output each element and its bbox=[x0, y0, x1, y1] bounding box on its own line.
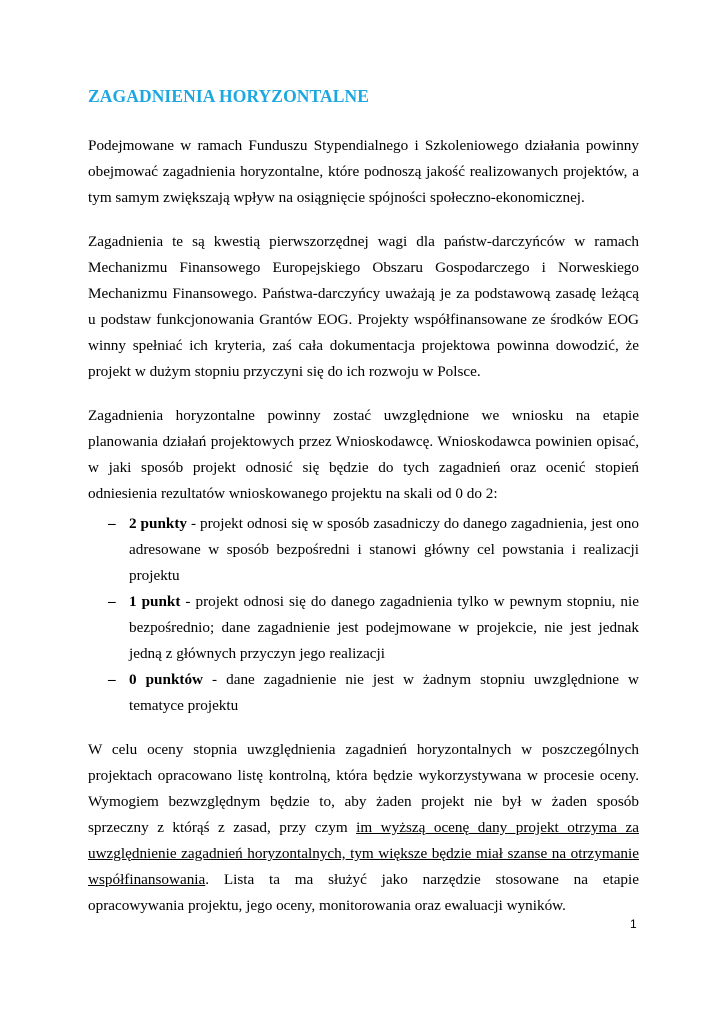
paragraph-evaluation: Zagadnienia horyzontalne powinny zostać uwzględnione we wniosku na etapie planowania działań projektowych przez Wnioskodawcę. Wnioskodawca powinien opisać, w jaki sposób projekt odnosić się będzie do tych zagadnień oraz ocenić stopień odniesienia rezultatów wnioskowanego projektu na skali od 0 do 2: bbox=[88, 407, 639, 502]
paragraph-checklist bbox=[88, 737, 639, 919]
checklist-text-end: . Lista ta ma służyć jako narzędzie stosowane na etapie opracowywania projektu, jego oceny, monitorowania oraz ewaluacji wyników. bbox=[88, 871, 639, 914]
paragraph-donors: Zagadnienia te są kwestią pierwszorzędnej wagi dla państw-darczyńców w ramach Mechanizmu Finansowego Europejskiego Obszaru Gospodarczego i Norweskiego Mechanizmu Finansowego. Państwa-darczyńcy uważają je za podstawową zasadę leżącą u podstaw funkcjonowania Grantów EOG. Projekty współfinansowane ze środków EOG winny spełniać ich kryteria, zaś cała dokumentacja projektowa powinna dowodzić, że projekt w dużym stopniu przyczyni się do ich rozwoju w Polsce. bbox=[88, 233, 639, 380]
dash-bullet: – bbox=[108, 593, 116, 610]
section-title: ZAGADNIENIA HORYZONTALNE bbox=[88, 86, 370, 106]
score-description: - projekt odnosi się w sposób zasadniczy do danego zagadnienia, jest ono adresowane w sposób bezpośredni i stanowi główny cel powstania i realizacji projektu bbox=[129, 515, 639, 584]
list-item bbox=[88, 589, 639, 667]
score-description: - dane zagadnienie nie jest w żadnym stopniu uwzględnione w tematyce projektu bbox=[129, 671, 639, 714]
score-term: 1 punkt bbox=[129, 593, 181, 610]
list-item bbox=[88, 511, 639, 589]
paragraph-intro: Podejmowane w ramach Funduszu Stypendialnego i Szkoleniowego działania powinny obejmować zagadnienia horyzontalne, które podnoszą jakość realizowanych projektów, a tym samym zwiększają wpływ na osiągnięcie spójności społeczno-ekonomicznej. bbox=[88, 137, 639, 206]
page-number: 1 bbox=[630, 917, 637, 931]
underlined-emphasis: im wyższą ocenę dany projekt otrzyma za uwzględnienie zagadnień horyzontalnych, tym większe będzie miał szanse na otrzymanie współfinansowania bbox=[88, 819, 639, 888]
dash-bullet: – bbox=[108, 515, 116, 532]
scoring-scale-list bbox=[88, 511, 639, 719]
checklist-text-start: W celu oceny stopnia uwzględnienia zagadnień horyzontalnych w poszczególnych projektach opracowano listę kontrolną, która będzie wykorzystywana w procesie oceny. Wymogiem bezwzględnym będzie to, aby żaden projekt nie był w żaden sposób sprzeczny z którąś z zasad, przy czym bbox=[88, 741, 639, 836]
page-content bbox=[88, 86, 639, 937]
dash-bullet: – bbox=[108, 671, 116, 688]
score-term: 0 punktów bbox=[129, 671, 204, 688]
score-term: 2 punkty bbox=[129, 515, 187, 532]
list-item bbox=[88, 667, 639, 719]
score-description: - projekt odnosi się do danego zagadnienia tylko w pewnym stopniu, nie bezpośrednio; dane zagadnienie jest podejmowane w projekcie, nie jest jednak jedną z głównych przyczyn jego realizacji bbox=[129, 593, 639, 662]
